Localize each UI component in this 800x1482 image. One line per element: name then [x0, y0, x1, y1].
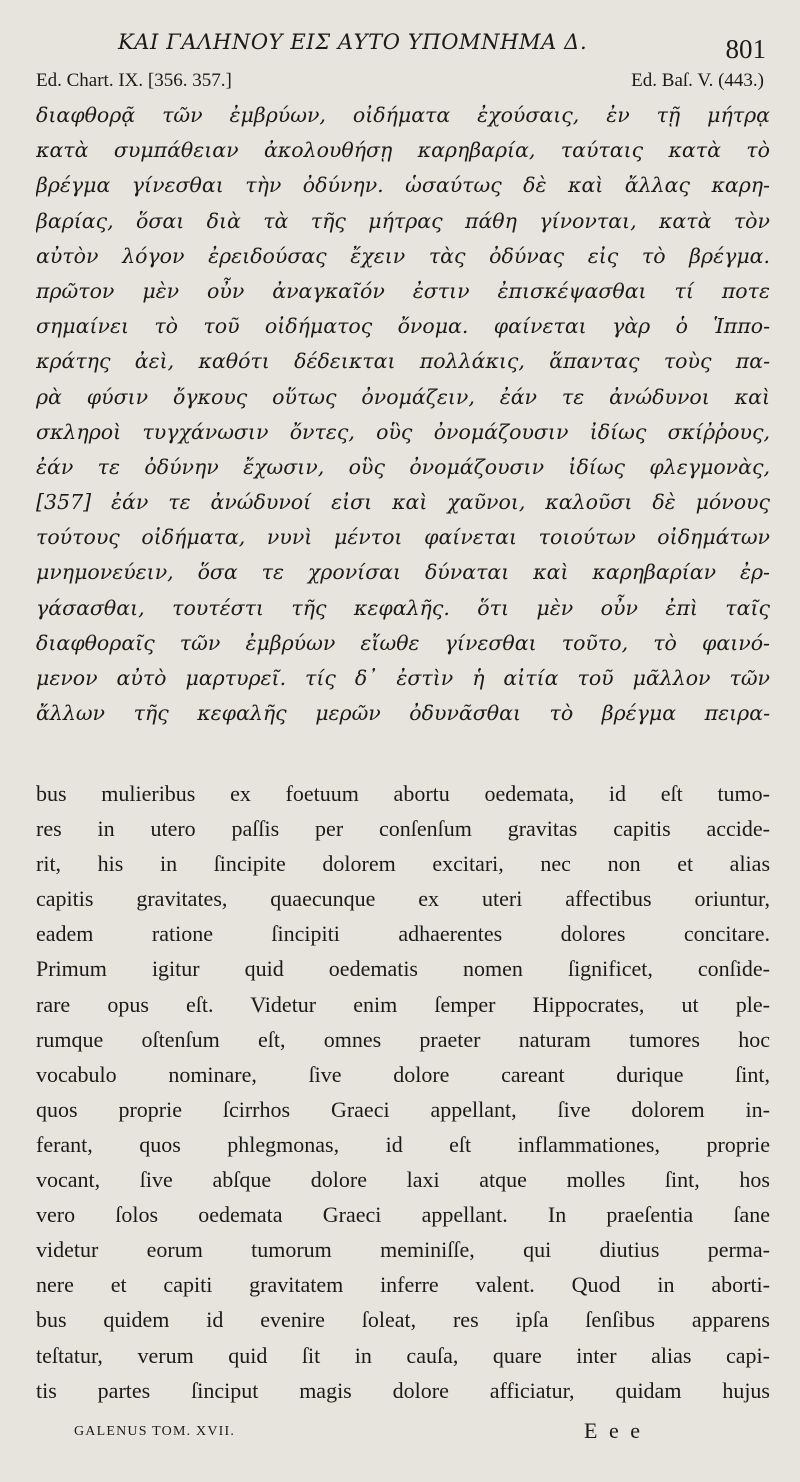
greek-line: κατὰ συμπάθειαν ἀκολουθήσῃ καρηβαρία, ταύταις κατὰ τὸ [36, 138, 770, 163]
latin-line: capitis gravitates, quaecunque ex uteri affectibus oriuntur, [36, 886, 770, 912]
greek-line: ἄλλων τῆς κεφαλῆς μερῶν ὀδυνᾶσθαι τὸ βρέγμα πειρα- [36, 701, 770, 726]
edition-reference-right: Ed. Baſ. V. (443.) [631, 70, 764, 91]
greek-line: πρῶτον μὲν οὖν ἀναγκαῖόν ἐστιν ἐπισκέψασθαι τί ποτε [36, 278, 770, 303]
latin-line: rare opus eſt. Videtur enim ſemper Hippocrates, ut ple- [36, 991, 770, 1017]
latin-line: rit, his in ſincipite dolorem excitari, nec non et alias [36, 851, 770, 877]
greek-line: [357] ἐάν τε ἀνώδυνοί εἰσι καὶ χαῦνοι, καλοῦσι δὲ μόνους [36, 490, 770, 515]
latin-line: vocabulo nominare, ſive dolore careant durique ſint, [36, 1061, 770, 1087]
book-page [32, 0, 770, 1482]
latin-line: ferant, quos phlegmonas, id eſt inflammationes, proprie [36, 1131, 770, 1157]
greek-line: σκληροὶ τυγχάνωσιν ὄντες, οὓς ὀνομάζουσιν ἰδίως σκίῤῥους, [36, 419, 770, 444]
latin-line: rumque oſtenſum eſt, omnes praeter naturam tumores hoc [36, 1026, 770, 1052]
edition-reference-left: Ed. Chart. IX. [356. 357.] [36, 70, 232, 91]
greek-text-block [36, 98, 770, 731]
greek-line: ἐάν τε ὀδύνην ἔχωσιν, οὓς ὀνομάζουσιν ἰδίως φλεγμονὰς, [36, 454, 770, 479]
greek-line: βαρίας, ὅσαι διὰ τὰ τῆς μήτρας πάθη γίνονται, κατὰ τὸν [36, 208, 770, 233]
latin-line: quos proprie ſcirrhos Graeci appellant, ſive dolorem in- [36, 1096, 770, 1122]
greek-line: σημαίνει τὸ τοῦ οἰδήματος ὄνομα. φαίνεται γὰρ ὁ Ἱππο- [36, 314, 770, 339]
latin-line: bus quidem id evenire ſoleat, res ipſa ſenſibus apparens [36, 1307, 770, 1333]
latin-line: videtur eorum tumorum meminiſſe, qui diutius perma- [36, 1237, 770, 1263]
latin-line: nere et capiti gravitatem inferre valent. Quod in aborti- [36, 1272, 770, 1298]
latin-line: tis partes ſinciput magis dolore afficiatur, quidam hujus [36, 1377, 770, 1403]
greek-line: κράτης ἀεὶ, καθότι δέδεικται πολλάκις, ἅπαντας τοὺς πα- [36, 349, 770, 374]
greek-line: διαφθορᾷ τῶν ἐμβρύων, οἰδήματα ἐχούσαις, ἐν τῇ μήτρᾳ [36, 103, 770, 127]
latin-line: teſtatur, verum quid ſit in cauſa, quare inter alias capi- [36, 1342, 770, 1368]
greek-line: διαφθοραῖς τῶν ἐμβρύων εἴωθε γίνεσθαι τοῦτο, τὸ φαινό- [36, 630, 770, 655]
greek-line: ρὰ φύσιν ὄγκους οὕτως ὀνομάζειν, ἐάν τε ἀνώδυνοι καὶ [36, 384, 770, 409]
volume-footer: GALENUS TOM. XVII. [74, 1424, 236, 1439]
page-number: 801 [725, 34, 766, 64]
greek-line: αὐτὸν λόγον ἐρειδούσας ἔχειν τὰς ὀδύνας εἰς τὸ βρέγμα. [36, 243, 770, 268]
latin-line: vero ſolos oedemata Graeci appellant. In praeſentia ſane [36, 1202, 770, 1228]
greek-line: μνημονεύειν, ὅσα τε χρονίσαι δύναται καὶ καρηβαρίαν ἐρ- [36, 560, 770, 585]
greek-line: μενον αὐτὸ μαρτυρεῖ. τίς δ᾽ ἐστὶν ἡ αἰτία τοῦ μᾶλλον τῶν [36, 666, 770, 690]
latin-line: Primum igitur quid oedematis nomen ſignificet, conſide- [36, 956, 770, 982]
greek-line: βρέγμα γίνεσθαι τὴν ὀδύνην. ὡσαύτως δὲ καὶ ἄλλας καρη- [36, 173, 770, 198]
greek-line: γάσασθαι, τουτέστι τῆς κεφαλῆς. ὅτι μὲν οὖν ἐπὶ ταῖς [36, 595, 770, 620]
latin-line: bus mulieribus ex foetuum abortu oedemata, id eſt tumo- [36, 781, 770, 806]
latin-line: res in utero paſſis per conſenſum gravitas capitis accide- [36, 816, 770, 842]
latin-line: vocant, ſive abſque dolore laxi atque molles ſint, hos [36, 1167, 770, 1193]
signature-mark: E e e [584, 1418, 643, 1443]
latin-text-block [36, 776, 770, 1408]
greek-line: τούτους οἰδήματα, νυνὶ μέντοι φαίνεται τοιούτων οἰδημάτων [36, 525, 770, 550]
running-head: ΚΑΙ ΓΑΛΗΝΟΥ ΕΙΣ ΑΥΤΟ ΥΠΟΜΝΗΜΑ Δ. [118, 30, 588, 54]
latin-line: eadem ratione ſincipiti adhaerentes dolores concitare. [36, 921, 770, 947]
